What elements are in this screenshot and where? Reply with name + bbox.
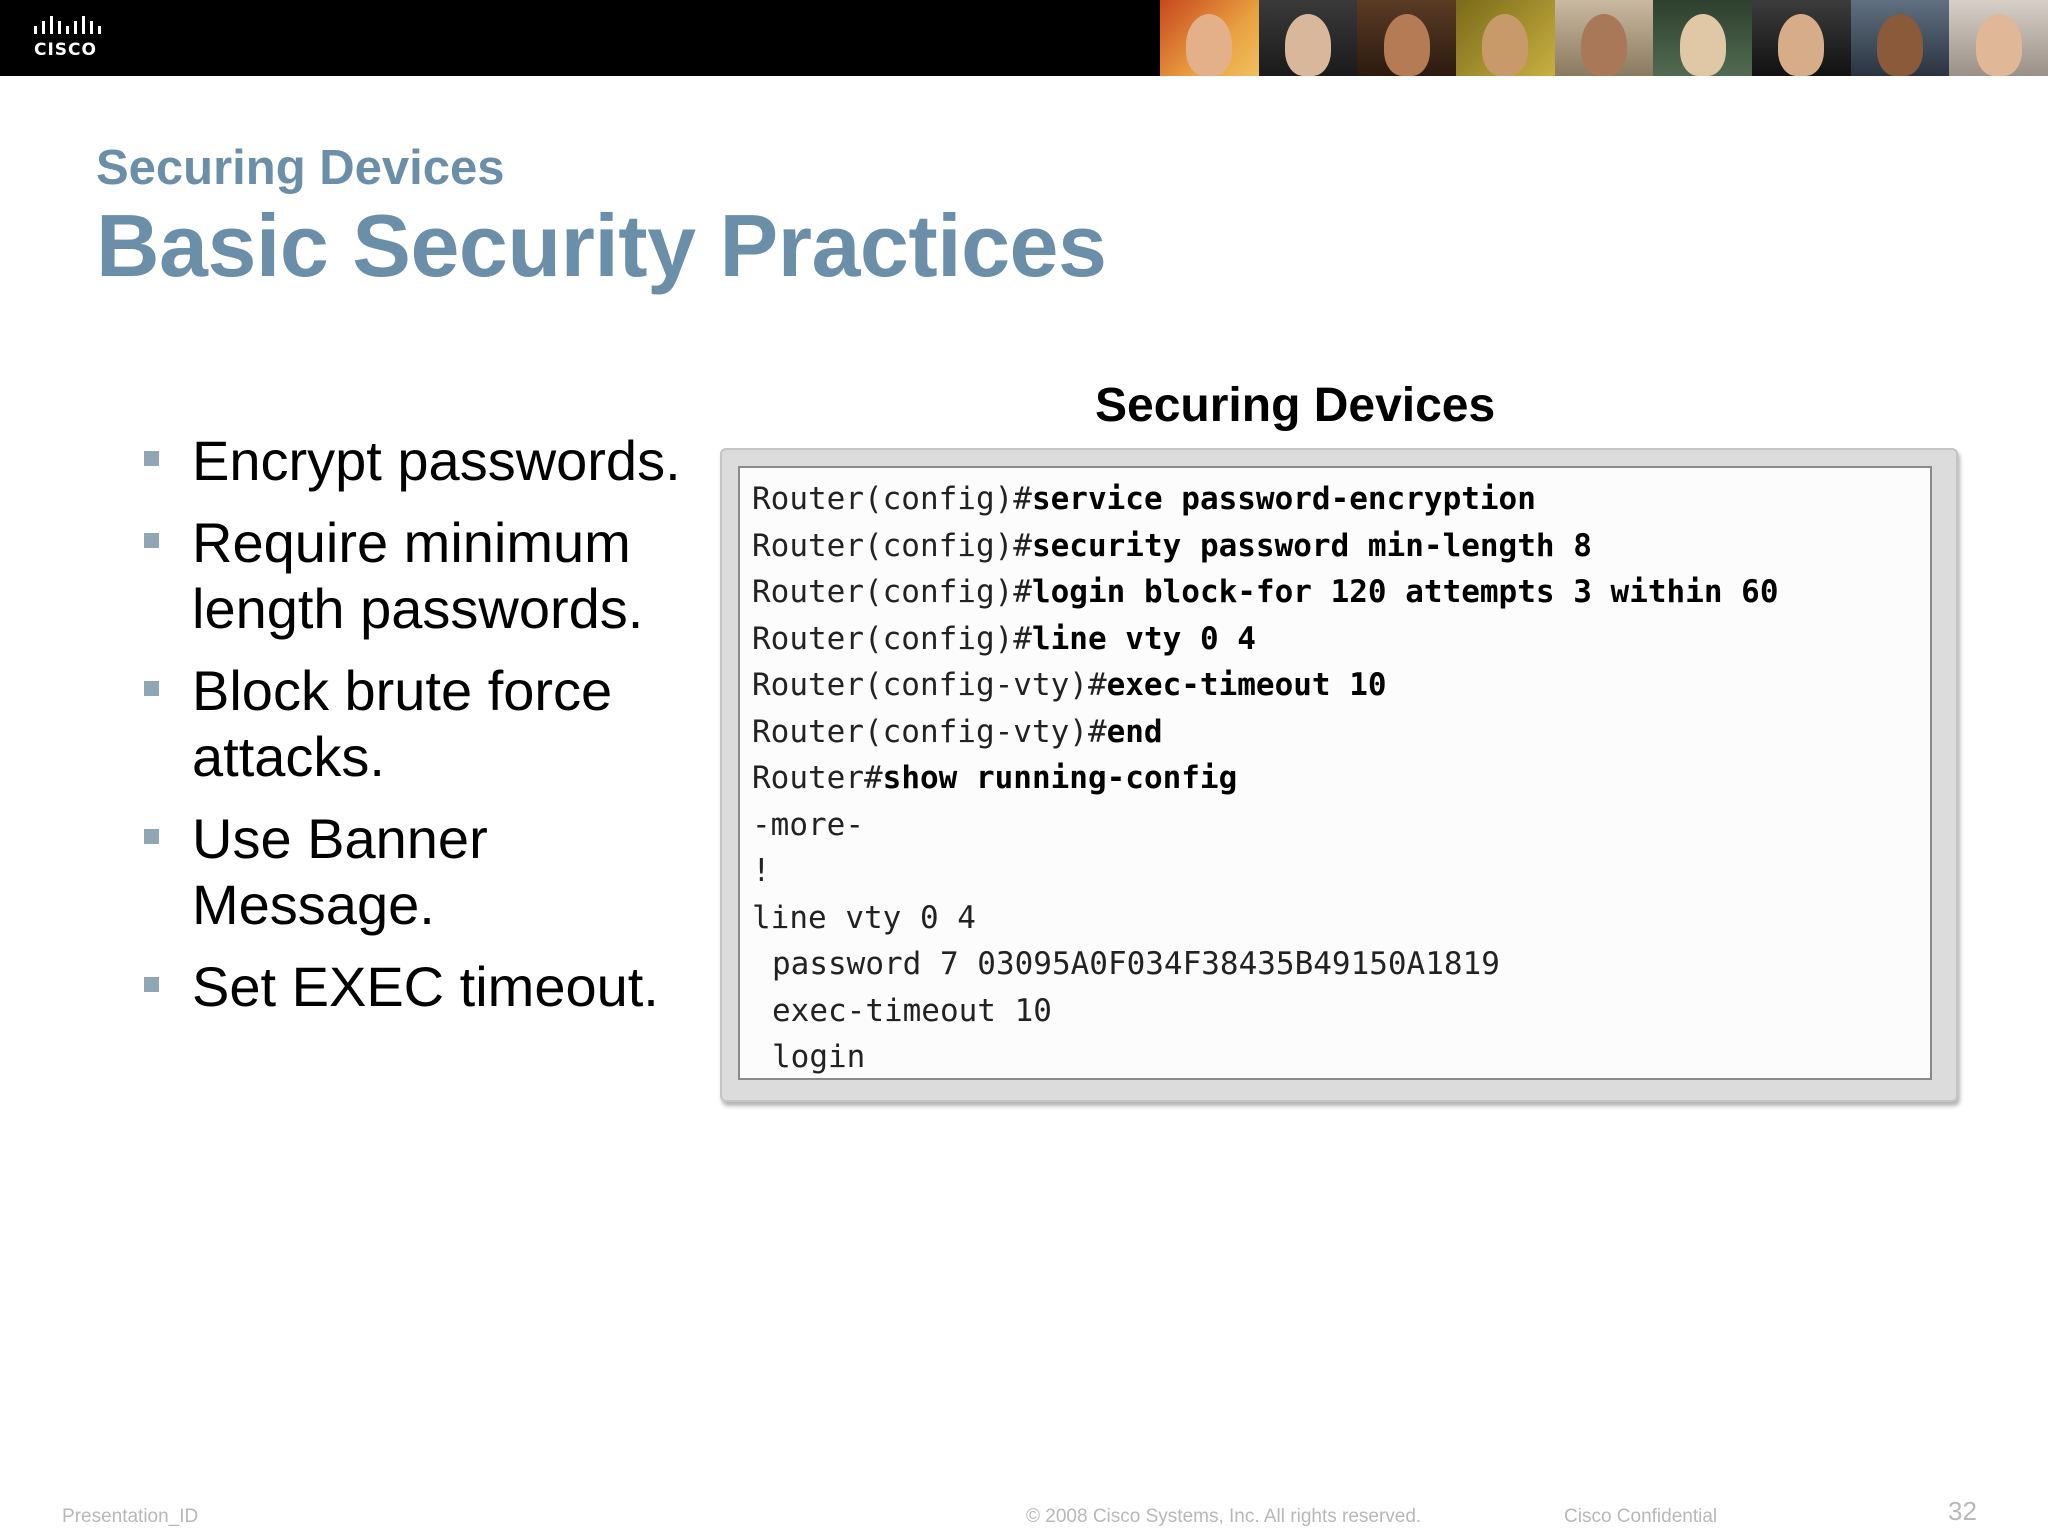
- cisco-bridge-icon: [32, 16, 116, 38]
- cli-prompt: Router#: [752, 760, 883, 796]
- banner-photo: [1456, 0, 1555, 76]
- cli-line: [752, 662, 1779, 709]
- cli-output: password 7 03095A0F034F38435B49150A1819: [772, 946, 1500, 982]
- cli-prompt: Router(config)#: [752, 481, 1032, 517]
- bullet-item: [140, 658, 700, 790]
- bullet-text-continued: length passwords.: [192, 577, 644, 640]
- bullet-text: Block brute force: [192, 659, 613, 722]
- footer-copyright: © 2008 Cisco Systems, Inc. All rights reserved.: [1026, 1506, 1422, 1527]
- cli-output-panel: [738, 466, 1932, 1080]
- banner-photo: [1752, 0, 1851, 76]
- banner-photo: [1357, 0, 1456, 76]
- cli-line: [752, 848, 1779, 895]
- bullet-item: [140, 428, 700, 494]
- cisco-logo: [30, 14, 120, 64]
- square-bullet-icon: [144, 451, 159, 466]
- bullet-text: Require minimum: [192, 511, 631, 574]
- cli-line: [752, 1034, 1779, 1081]
- cli-prompt: Router(config-vty)#: [752, 667, 1107, 703]
- cli-command: end: [1106, 713, 1163, 750]
- banner-photo: [1949, 0, 2048, 76]
- cli-command: exec-timeout 10: [1106, 667, 1387, 703]
- cli-prompt: Router(config)#: [752, 620, 1032, 657]
- square-bullet-icon: [144, 977, 159, 992]
- bullet-list: [140, 428, 700, 1036]
- banner-photo: [1259, 0, 1358, 76]
- cli-command: security password min-length 8: [1031, 527, 1592, 564]
- cli-command: show running-config: [882, 760, 1238, 796]
- bullet-item: [140, 806, 700, 938]
- cli-output: login: [772, 1039, 866, 1075]
- top-banner: [0, 0, 2048, 76]
- cli-command: line vty 0 4: [1031, 620, 1256, 657]
- figure-caption: Securing Devices: [1095, 379, 1496, 432]
- cli-line: [752, 755, 1779, 802]
- banner-photo: [1851, 0, 1950, 76]
- cli-text-block: [752, 476, 1779, 1081]
- cli-line: [752, 895, 1779, 942]
- banner-photo: [1160, 0, 1259, 76]
- bullet-text: Use Banner: [192, 807, 488, 870]
- square-bullet-icon: [144, 681, 159, 696]
- cli-output: line vty 0 4: [752, 899, 976, 936]
- banner-photo: [1653, 0, 1752, 76]
- cli-figure-frame: [720, 448, 1958, 1102]
- footer-confidential: Cisco Confidential: [1564, 1506, 1718, 1527]
- cli-prompt: Router(config)#: [752, 527, 1032, 564]
- cli-output: -more-: [752, 806, 864, 843]
- cli-line: [752, 709, 1779, 756]
- cli-command: login block-for 120 attempts 3 within 60: [1031, 574, 1779, 610]
- square-bullet-icon: [144, 533, 159, 548]
- cli-line: [752, 616, 1779, 663]
- bullet-text: Set EXEC timeout.: [192, 955, 659, 1018]
- square-bullet-icon: [144, 829, 159, 844]
- cli-prompt: Router(config)#: [752, 574, 1032, 610]
- cli-line: [752, 802, 1779, 849]
- cli-line: [752, 523, 1779, 570]
- cli-line: [752, 988, 1779, 1035]
- bullet-text: Encrypt passwords.: [192, 429, 681, 492]
- cli-output: exec-timeout 10: [772, 992, 1052, 1029]
- people-photo-strip: [1160, 0, 2048, 76]
- cli-command: service password-encryption: [1031, 481, 1536, 517]
- slide-subtitle: Securing Devices: [96, 141, 505, 195]
- cli-line: [752, 569, 1779, 616]
- cli-line: [752, 476, 1779, 523]
- footer-presentation-id: Presentation_ID: [62, 1506, 199, 1527]
- slide-title: Basic Security Practices: [96, 196, 1107, 295]
- cli-line: [752, 941, 1779, 988]
- bullet-item: [140, 510, 700, 642]
- page-number: 32: [1948, 1496, 1977, 1526]
- cli-output: !: [752, 853, 771, 889]
- bullet-text-continued: Message.: [192, 873, 435, 936]
- banner-photo: [1555, 0, 1654, 76]
- bullet-item: [140, 954, 700, 1020]
- cli-prompt: Router(config-vty)#: [752, 713, 1107, 750]
- bullet-text-continued: attacks.: [192, 725, 385, 788]
- logo-text: CISCO: [34, 40, 97, 60]
